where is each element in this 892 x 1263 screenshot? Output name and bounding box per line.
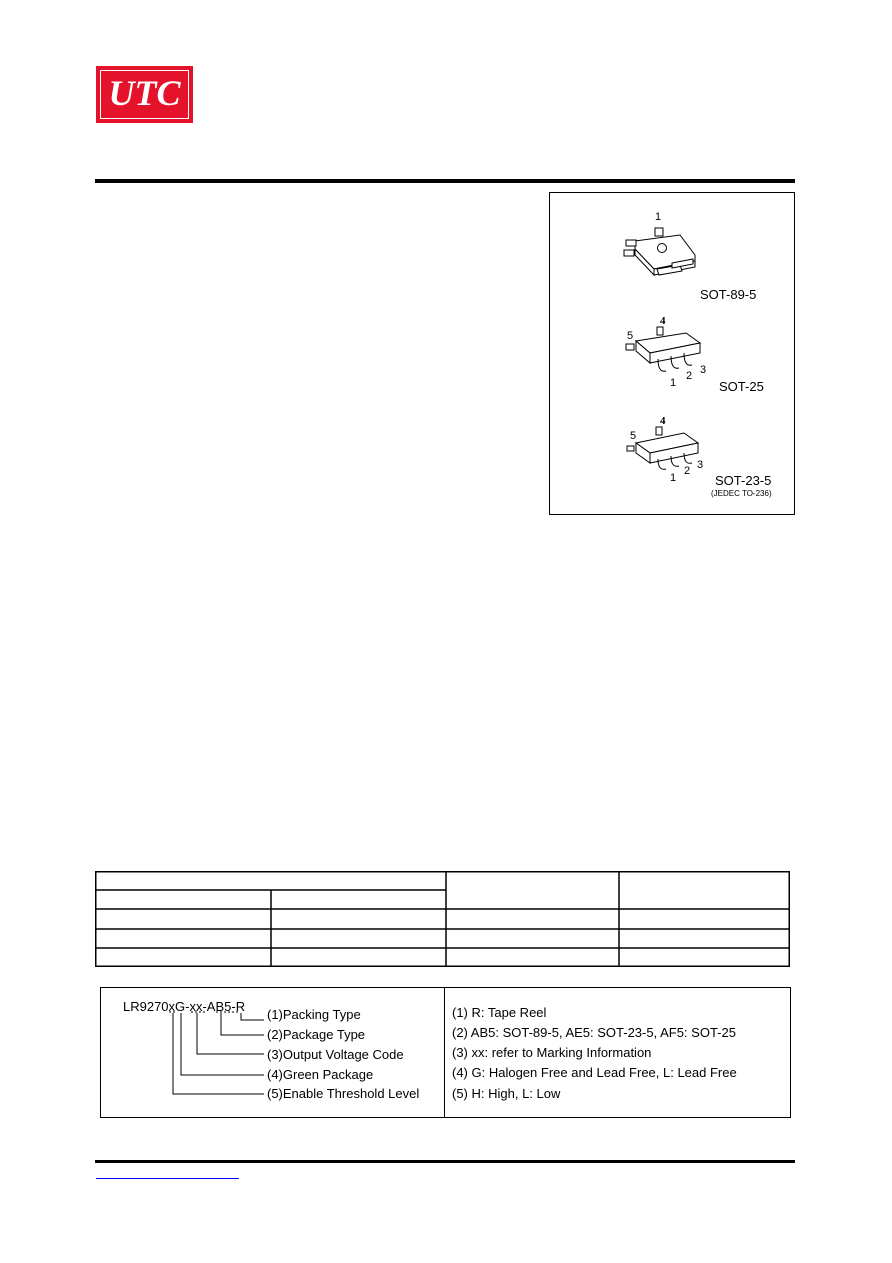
field-description: (1) R: Tape Reel [452,1005,547,1020]
pin-label: 1 [670,377,677,389]
pin-label: 2 [686,370,693,382]
field-label: (1)Packing Type [267,1007,361,1022]
utc-logo [96,66,193,123]
field-description: (5) H: High, L: Low [452,1086,561,1101]
pin-label: 3 [700,364,707,376]
part-number-box [100,987,791,1118]
sot-23-5-drawing [627,427,698,469]
package-name: SOT-23-5 [715,473,772,488]
pin-label: 5 [627,330,634,342]
pin-label: 4 [660,415,666,427]
field-description: (2) AB5: SOT-89-5, AE5: SOT-23-5, AF5: SOT-25 [452,1025,736,1040]
field-description: (3) xx: refer to Marking Information [452,1045,652,1060]
package-name: SOT-89-5 [700,287,757,302]
ordering-table [95,871,790,967]
sot-89-5-drawing [624,228,695,275]
pin-label: 2 [684,465,691,477]
package-drawings [550,193,796,516]
field-label: (2)Package Type [267,1027,366,1042]
column-divider [444,988,445,1117]
pin-label: 3 [697,459,704,471]
footer-rule [95,1160,795,1163]
field-label: (5)Enable Threshold Level [267,1086,420,1101]
pin-label: 5 [630,430,637,442]
field-label: (3)Output Voltage Code [267,1047,404,1062]
package-note: (JEDEC TO-236) [711,489,772,498]
sot-25-drawing [626,327,700,371]
field-label: (4)Green Package [267,1067,374,1082]
header-rule [95,179,795,183]
package-outline-box [549,192,795,515]
website-link[interactable] [96,1178,239,1179]
pin-label: 4 [660,315,666,327]
pin-label: 1 [655,211,662,223]
pin-label: 1 [670,472,677,484]
field-description: (4) G: Halogen Free and Lead Free, L: Lead Free [452,1065,737,1080]
logo-text: UTC [108,73,181,113]
part-number-code: LR9270xG-xx-AB5-R [123,999,246,1014]
package-name: SOT-25 [719,379,764,394]
